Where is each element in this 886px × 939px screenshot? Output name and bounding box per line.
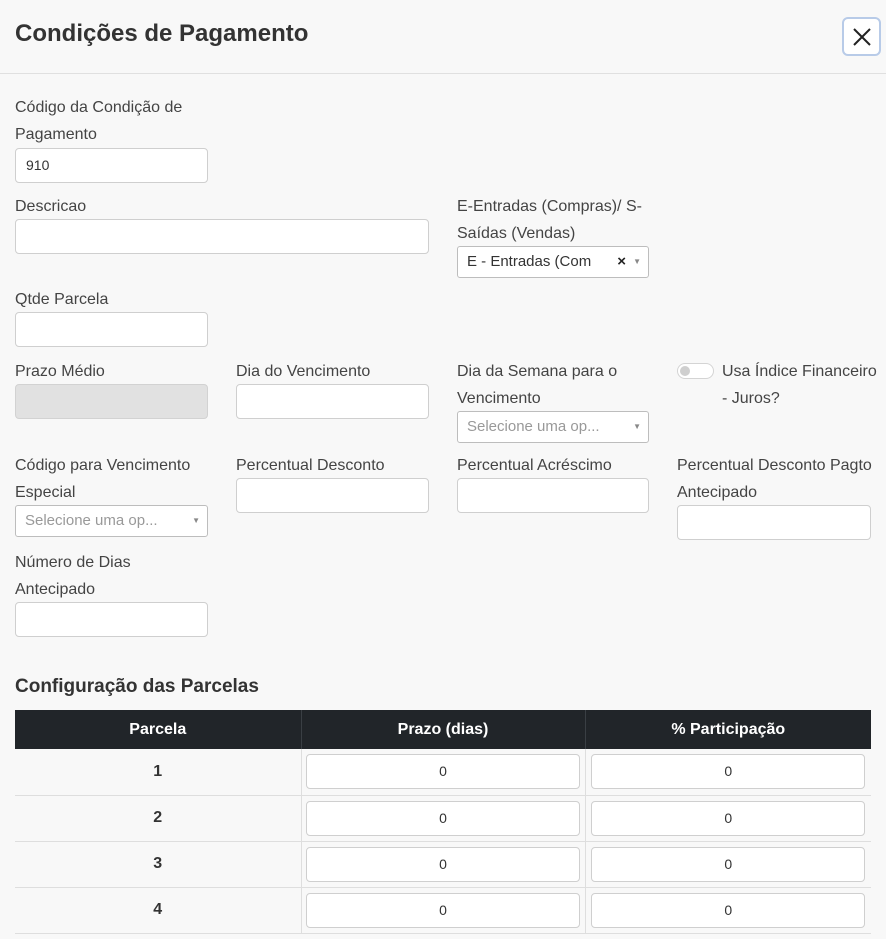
dia-vencimento-input[interactable] — [236, 384, 429, 419]
prazo-input[interactable]: 0 — [306, 847, 580, 882]
usa-indice-label: Usa Índice Financeiro - Juros? — [722, 363, 877, 407]
table-row — [15, 749, 871, 795]
prazo-medio-label: Prazo Médio — [15, 363, 105, 380]
participacao-input[interactable]: 0 — [591, 801, 865, 836]
prazo-cell — [301, 749, 585, 795]
es-select[interactable] — [457, 246, 649, 278]
dia-semana-placeholder: Selecione uma op... — [467, 418, 600, 435]
close-icon — [852, 27, 872, 47]
column-header-participacao: % Participação — [585, 710, 871, 749]
column-header-prazo: Prazo (dias) — [301, 710, 585, 749]
codigo-input[interactable]: 910 — [15, 148, 208, 183]
parcela-number: 4 — [15, 887, 301, 933]
num-dias-antecipado-label: Número de Dias Antecipado — [15, 554, 131, 598]
num-dias-antecipado-input[interactable] — [15, 602, 208, 637]
prazo-input[interactable]: 0 — [306, 754, 580, 789]
dialog-header — [0, 0, 886, 74]
perc-desc-antecipado-input[interactable] — [677, 505, 871, 540]
close-button[interactable] — [842, 17, 881, 56]
prazo-input[interactable]: 0 — [306, 893, 580, 928]
table-row — [15, 887, 871, 933]
prazo-medio-input — [15, 384, 208, 419]
parcela-number: 3 — [15, 841, 301, 887]
table-row — [15, 795, 871, 841]
table-row — [15, 841, 871, 887]
chevron-down-icon: ▼ — [192, 516, 200, 525]
chevron-down-icon: ▼ — [633, 257, 641, 266]
chevron-down-icon: ▼ — [633, 422, 641, 431]
participacao-cell — [585, 887, 871, 933]
descricao-label: Descricao — [15, 198, 87, 215]
participacao-cell — [585, 749, 871, 795]
cod-venc-especial-label: Código para Vencimento Especial — [15, 457, 191, 501]
parcelas-table — [15, 710, 871, 934]
dialog-title: Condições de Pagamento — [15, 20, 309, 47]
parcela-number: 1 — [15, 749, 301, 795]
dia-semana-select[interactable] — [457, 411, 649, 443]
es-label: E-Entradas (Compras)/ S-Saídas (Vendas) — [457, 198, 642, 242]
column-header-parcela: Parcela — [15, 710, 301, 749]
participacao-cell — [585, 795, 871, 841]
perc-desconto-label: Percentual Desconto — [236, 457, 385, 474]
perc-acrescimo-input[interactable] — [457, 478, 649, 513]
toggle-knob — [680, 366, 690, 376]
descricao-input[interactable] — [15, 219, 429, 254]
participacao-input[interactable]: 0 — [591, 754, 865, 789]
qtde-parcela-label: Qtde Parcela — [15, 291, 109, 308]
table-header-row — [15, 710, 871, 749]
es-select-value: E - Entradas (Com — [467, 253, 592, 270]
codigo-label: Código da Condição de Pagamento — [15, 99, 183, 143]
qtde-parcela-input[interactable] — [15, 312, 208, 347]
perc-desconto-input[interactable] — [236, 478, 429, 513]
parcelas-section-title: Configuração das Parcelas — [15, 676, 259, 697]
dia-vencimento-label: Dia do Vencimento — [236, 363, 371, 380]
cod-venc-especial-placeholder: Selecione uma op... — [25, 512, 158, 529]
cod-venc-especial-select[interactable] — [15, 505, 208, 537]
dia-semana-label: Dia da Semana para o Vencimento — [457, 363, 618, 407]
clear-icon[interactable]: × — [617, 253, 626, 270]
prazo-cell — [301, 887, 585, 933]
participacao-input[interactable]: 0 — [591, 847, 865, 882]
prazo-cell — [301, 795, 585, 841]
participacao-input[interactable]: 0 — [591, 893, 865, 928]
parcela-number: 2 — [15, 795, 301, 841]
usa-indice-toggle[interactable] — [677, 363, 714, 379]
participacao-cell — [585, 841, 871, 887]
perc-desc-antecipado-label: Percentual Desconto Pagto Antecipado — [677, 457, 872, 501]
prazo-cell — [301, 841, 585, 887]
prazo-input[interactable]: 0 — [306, 801, 580, 836]
perc-acrescimo-label: Percentual Acréscimo — [457, 457, 612, 474]
